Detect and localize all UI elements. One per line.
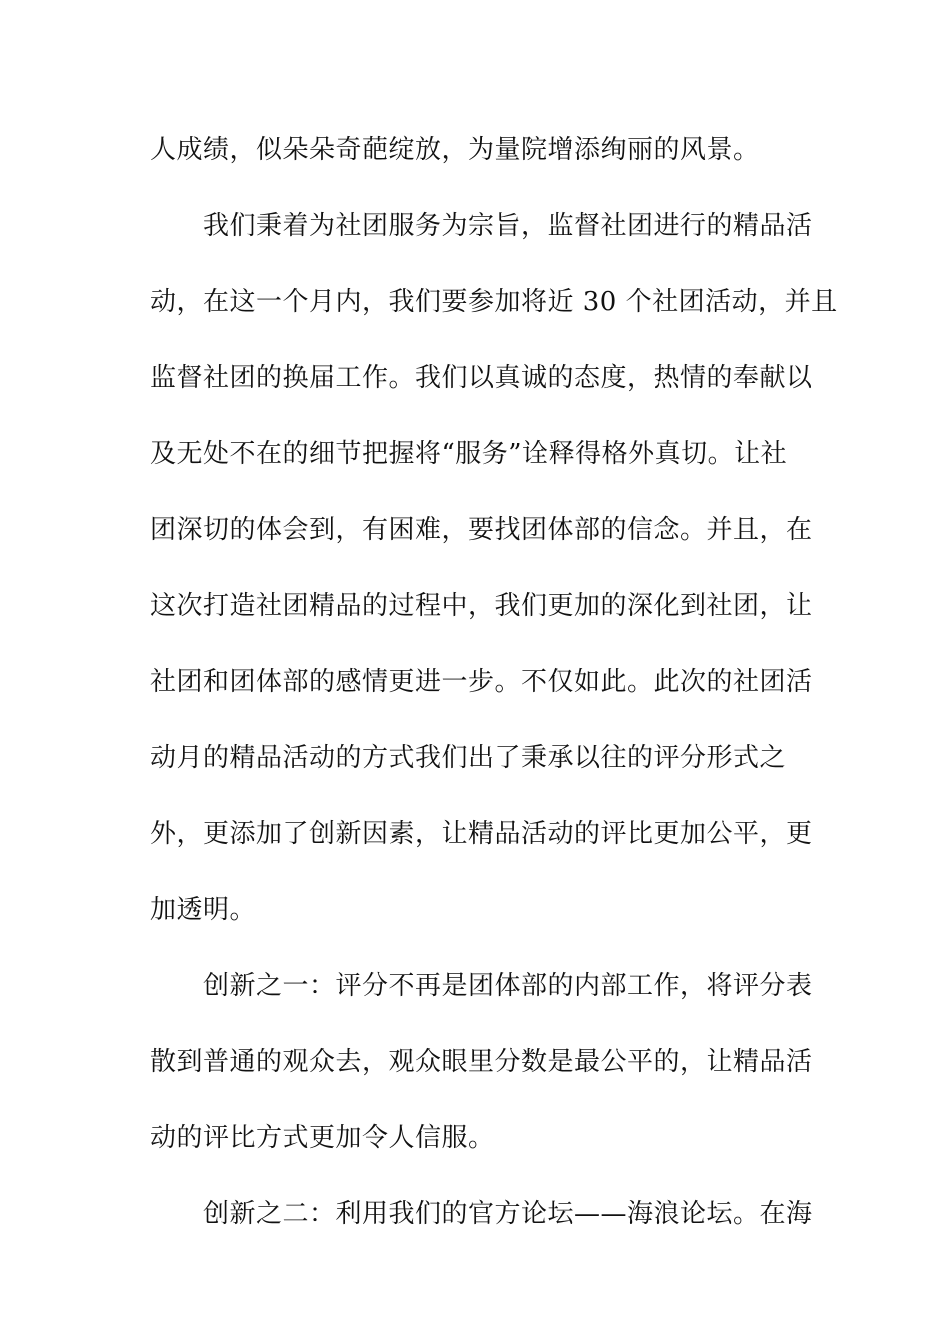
text-line: 动月的精品活动的方式我们出了秉承以往的评分形式之 bbox=[150, 743, 787, 773]
text-line: 及无处不在的细节把握将“服务”诠释得格外真切。让社 bbox=[150, 439, 788, 469]
paragraph-start-line: 创新之一：评分不再是团体部的内部工作，将评分表 bbox=[203, 971, 813, 1001]
text-line: 这次打造社团精品的过程中，我们更加的深化到社团，让 bbox=[150, 591, 813, 621]
text-line: 人成绩，似朵朵奇葩绽放，为量院增添绚丽的风景。 bbox=[150, 135, 760, 165]
paragraph-start-line: 创新之二：利用我们的官方论坛——海浪论坛。在海 bbox=[203, 1199, 813, 1229]
text-line: 加透明。 bbox=[150, 895, 257, 925]
text-line: 散到普通的观众去，观众眼里分数是最公平的，让精品活 bbox=[150, 1047, 813, 1077]
text-line: 团深切的体会到，有困难，要找团体部的信念。并且，在 bbox=[150, 515, 813, 545]
text-line: 动，在这一个月内，我们要参加将近 30 个社团活动，并且 bbox=[150, 287, 838, 317]
text-line: 监督社团的换届工作。我们以真诚的态度，热情的奉献以 bbox=[150, 363, 813, 393]
text-line: 动的评比方式更加令人信服。 bbox=[150, 1123, 495, 1153]
paragraph-start-line: 我们秉着为社团服务为宗旨，监督社团进行的精品活 bbox=[203, 211, 813, 241]
text-line: 社团和团体部的感情更进一步。不仅如此。此次的社团活 bbox=[150, 667, 813, 697]
text-line: 外，更添加了创新因素，让精品活动的评比更加公平，更 bbox=[150, 819, 813, 849]
